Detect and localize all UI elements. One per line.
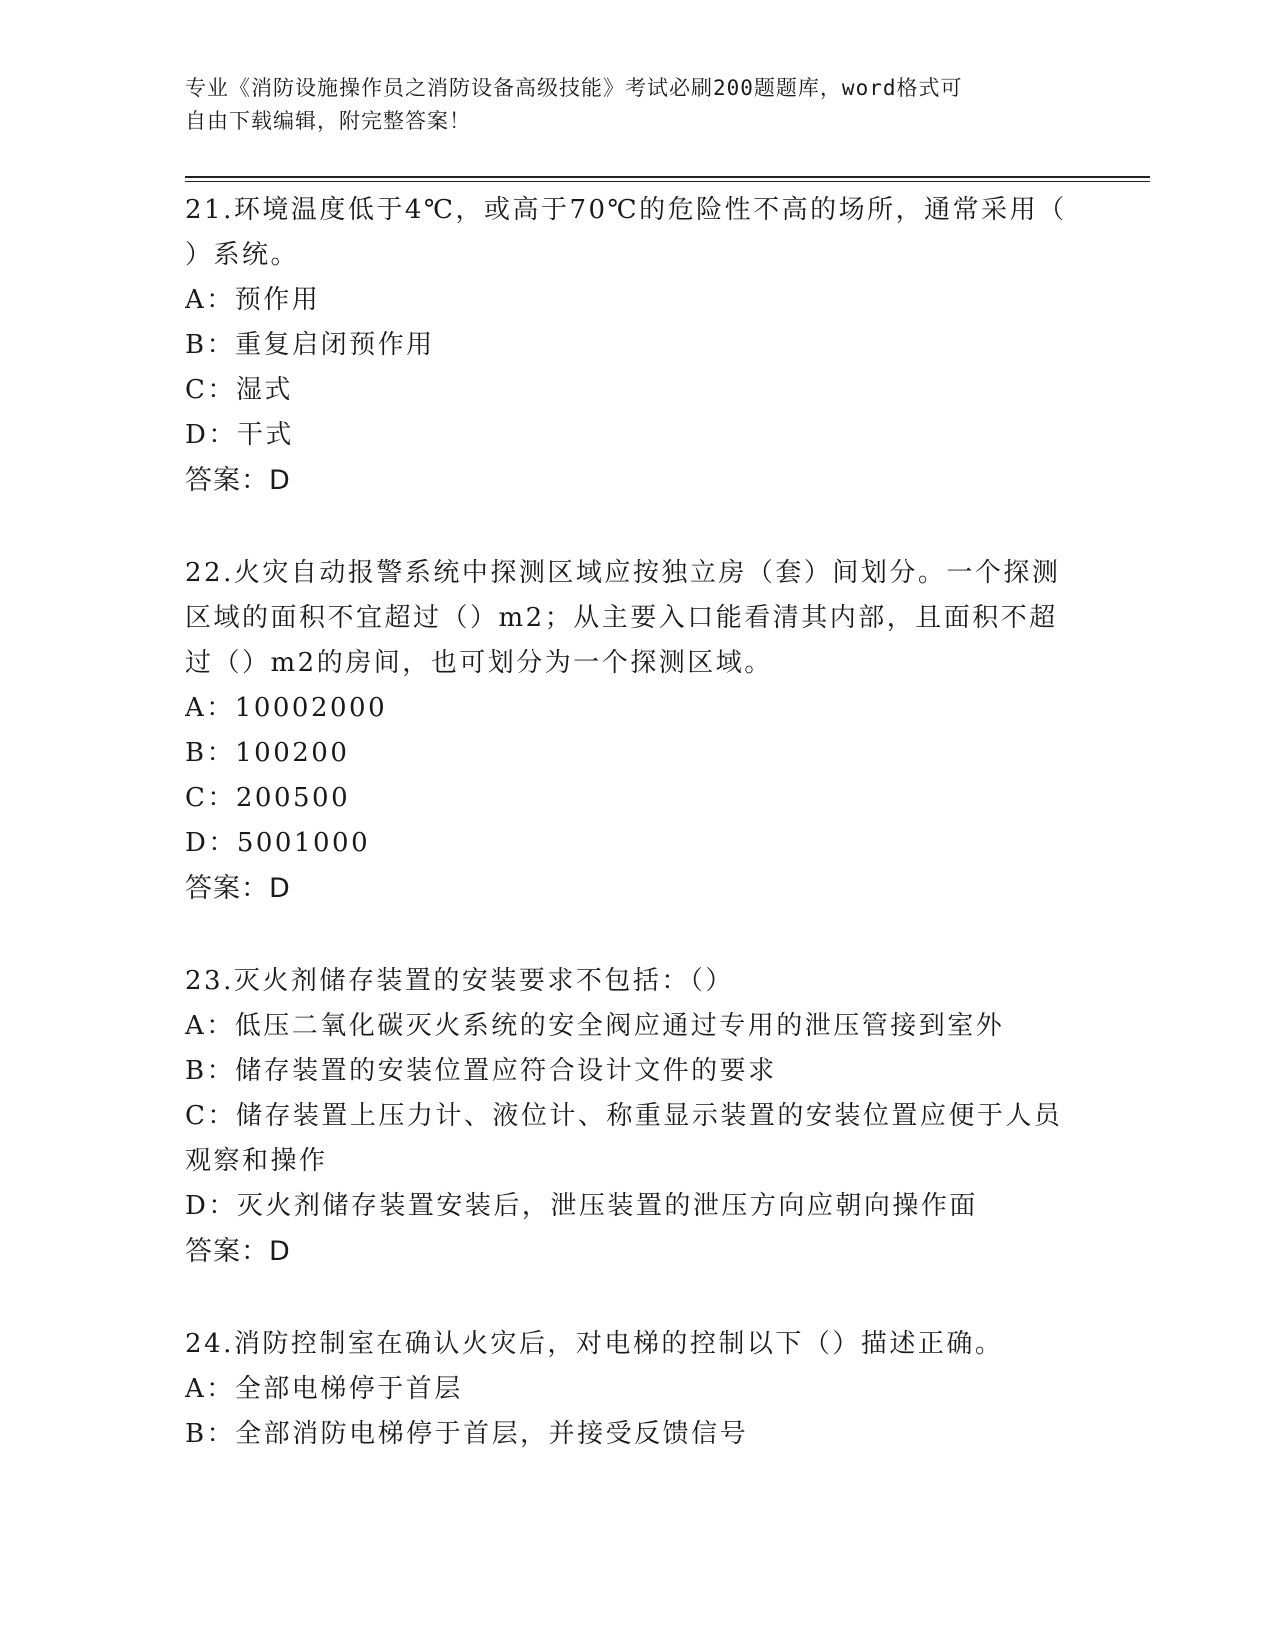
document-header	[185, 72, 1065, 138]
answer: 答案：D	[185, 873, 291, 904]
option-c: C：湿式	[185, 375, 293, 405]
header-line: 自由下载编辑，附完整答案！	[185, 109, 471, 133]
option-a: A：10002000	[185, 693, 388, 723]
question-list	[185, 188, 1085, 1457]
option-a: A：全部电梯停于首层	[185, 1374, 463, 1404]
header-divider	[185, 176, 1150, 178]
option-a: A：预作用	[185, 285, 321, 315]
question-text: ）系统。	[185, 240, 300, 270]
question-23	[185, 959, 1085, 1274]
question-text: 过（）m2的房间，也可划分为一个探测区域。	[185, 648, 773, 678]
question-24	[185, 1322, 1085, 1457]
answer: 答案：D	[185, 465, 291, 496]
header-divider-thin	[185, 181, 1150, 182]
option-b: B：储存装置的安装位置应符合设计文件的要求	[185, 1056, 777, 1086]
option-b: B：100200	[185, 738, 350, 768]
question-text: 23.灭火剂储存装置的安装要求不包括：（）	[185, 966, 734, 996]
question-21	[185, 188, 1085, 503]
question-text: 21.环境温度低于4℃，或高于70℃的危险性不高的场所，通常采用（	[185, 195, 1067, 225]
option-d: D：5001000	[185, 828, 371, 858]
question-22	[185, 551, 1085, 911]
question-text: 区域的面积不宜超过（）m2；从主要入口能看清其内部，且面积不超	[185, 603, 1058, 633]
option-c: C：储存装置上压力计、液位计、称重显示装置的安装位置应便于人员	[185, 1101, 1063, 1131]
option-a: A：低压二氧化碳灭火系统的安全阀应通过专用的泄压管接到室外	[185, 1011, 1005, 1041]
answer: 答案：D	[185, 1236, 291, 1267]
question-text: 24.消防控制室在确认火灾后，对电梯的控制以下（）描述正确。	[185, 1329, 1004, 1359]
option-d: D：干式	[185, 420, 294, 450]
option-c: C：200500	[185, 783, 351, 813]
header-line: 专业《消防设施操作员之消防设备高级技能》考试必刷200题题库，word格式可	[185, 76, 963, 100]
option-b: B：全部消防电梯停于首层，并接受反馈信号	[185, 1419, 749, 1449]
option-c-continued: 观察和操作	[185, 1146, 328, 1176]
option-b: B：重复启闭预作用	[185, 330, 435, 360]
option-d: D：灭火剂储存装置安装后，泄压装置的泄压方向应朝向操作面	[185, 1191, 978, 1221]
question-text: 22.火灾自动报警系统中探测区域应按独立房（套）间划分。一个探测	[185, 558, 1061, 588]
